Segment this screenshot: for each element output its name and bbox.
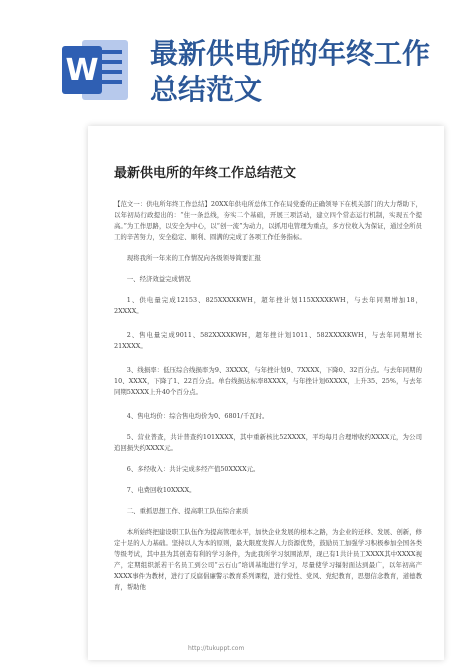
section-heading-2: 二、重抓思想工作、提高职工队伍综合素质 bbox=[126, 507, 249, 515]
page-title bbox=[150, 36, 430, 108]
page-title-line2: 总结范文 bbox=[150, 73, 263, 106]
word-icon bbox=[60, 36, 132, 104]
page-title-line1: 最新供电所的年终工作 bbox=[150, 37, 431, 70]
paragraph-intro: 【范文一：供电所年终工作总结】20XX年供电所总体工作在局党委的正确领导下在机关部门的大力帮助下，以年初局行政提出的：“住一条总线，夯实二个基础，开展三项活动，建立四个常态运行机制，实现五个提高。”为工作思路，以安全为中心，以“创一流”为动力，以抓用电管理为重点，多方位收入为保证，通过全所员工的辛苦努力，安全稳定、顺利、圆满的完成了各项工作任务指标。 bbox=[114, 200, 422, 241]
paragraph-item-1: 1、供电量完成12153、825XXXXKWH，超年挫计划115XXXXKWH，与去年同期增加18，2XXXX。 bbox=[114, 296, 422, 315]
paragraph-report: 现将我所一年来的工作情况向各级领导简要汇报 bbox=[126, 254, 261, 262]
paragraph-item-4: 4、售电均价：综合售电均价为0、6801/千瓦时。 bbox=[126, 412, 269, 420]
document-page bbox=[88, 126, 444, 660]
paragraph-item-7: 7、电费回收10XXXX。 bbox=[126, 486, 196, 494]
svg-text:W: W bbox=[65, 53, 99, 88]
paragraph-item-3: 3、线损率：低压综合线损率为9、3XXXX，与年挫计划9、7XXXX，下降0、32百分点。与去年同期的10、XXXX，下降了1、22百分点。单台线损达标率8XXXX，与年挫计划6XXXX，上升35、25%，与去年同期5XXXX上升40个百分点。 bbox=[114, 366, 422, 396]
paragraph-item-6: 6、多经收入：共计完成多经产值50XXXX元。 bbox=[126, 465, 260, 473]
paragraph-body: 本所始终把建设职工队伍作为提高管理水平，加快企业发展的根本之路，为企业的迁移、发展、创新，修定十足的人力基础。坚持以人为本的原则，最大限度发挥人力资源优势，鼓励员工加强学习积极参加全国各类等级考试，其中县为其创造有利的学习条件，为此我所学习氛围浓厚，现已有1共计员工XXXX其中XXXX视产，定期组织派若干名员工到公司“云石山”培训基地进行学习，尽量使学习辐射面达到最广，以年初高产XXXX事件为教材，进行了反腐倡廉警示教育系列课程，进行党性、党风、党纪教育，思想信念教育，道德教育，帮助他 bbox=[114, 528, 422, 591]
watermark-url: http://tukuppt.com bbox=[188, 645, 245, 652]
paragraph-item-2: 2、售电量完成9011、582XXXXKWH，超年挫计划1011、582XXXXKWH，与去年同期增长21XXXX。 bbox=[114, 331, 422, 350]
section-heading-1: 一、经济效益完成情况 bbox=[126, 275, 191, 283]
document-title: 最新供电所的年终工作总结范文 bbox=[114, 166, 297, 181]
page-header bbox=[0, 0, 474, 120]
paragraph-item-5: 5、营业普查，共计普查约101XXXX，其中重新核比52XXXX，平均每月合理增收约XXXX元，为公司追回损失约XXXX元。 bbox=[114, 433, 422, 452]
